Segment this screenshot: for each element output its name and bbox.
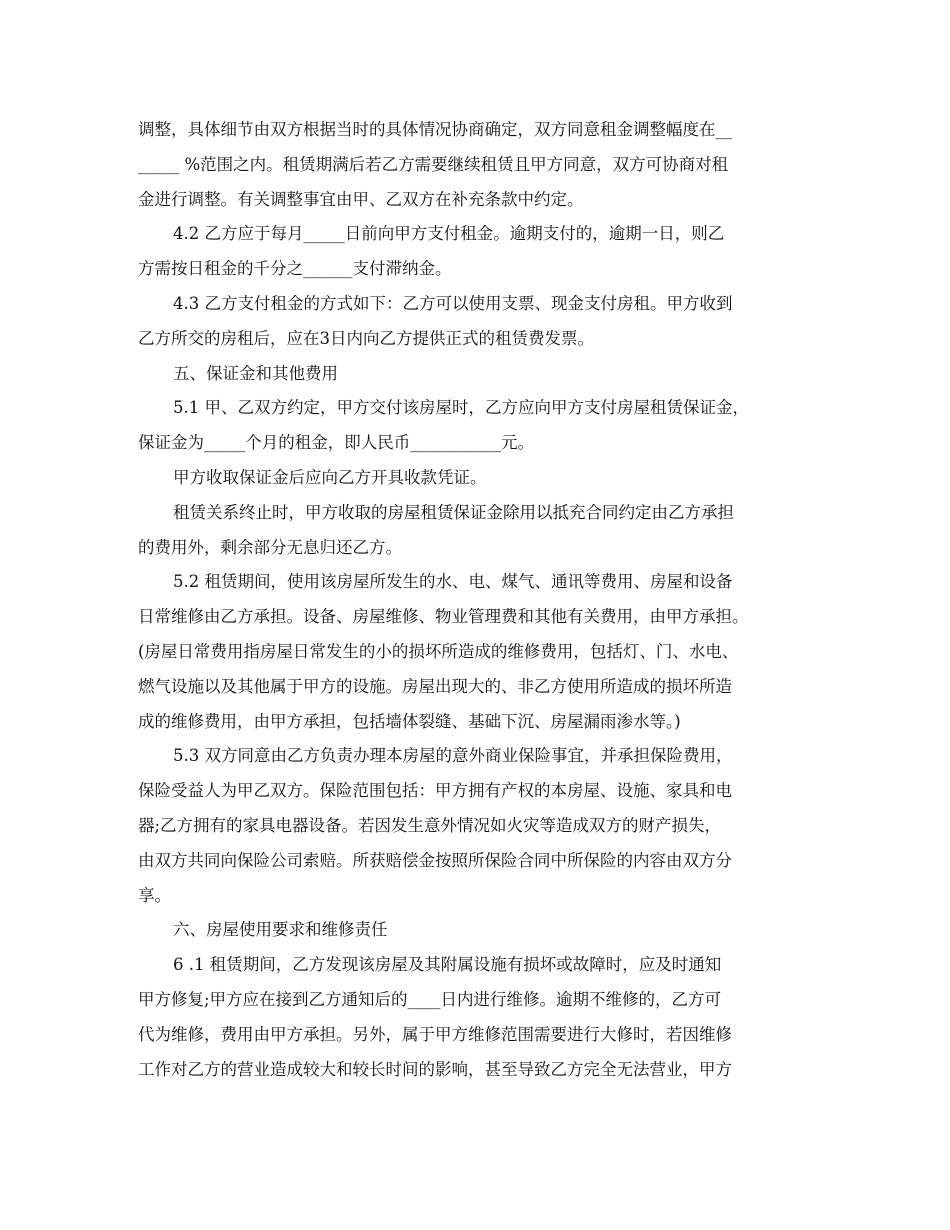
text-line: 4.3 乙方支付租金的方式如下：乙方可以使用支票、现金支付房租。甲方收到 [173,293,733,313]
text-line: 方需按日租金的千分之______支付滞纳金。 [138,259,452,279]
text-line: 器;乙方拥有的家具电器设备。若因发生意外情况如火灾等造成双方的财产损失， [138,815,722,835]
text-line: 五、保证金和其他费用 [173,363,338,383]
text-line: 的费用外，剩余部分无息归还乙方。 [138,537,402,557]
text-line: 4.2 乙方应于每月_____日前向甲方支付租金。逾期支付的，逾期一日，则乙 [173,224,725,244]
text-line: 代为维修，费用由甲方承担。另外，属于甲方维修范围需要进行大修时，若因维修 [138,1024,732,1044]
text-line: 保证金为_____个月的租金，即人民币___________元。 [138,433,534,453]
text-line: 6 .1 租赁期间，乙方发现该房屋及其附属设施有损坏或故障时，应及时通知 [173,955,722,975]
document-body [138,113,828,1087]
text-line: 享。 [138,885,171,905]
text-line: 甲方收取保证金后应向乙方开具收款凭证。 [173,467,487,487]
text-line: 5.2 租赁期间，使用该房屋所发生的水、电、煤气、通讯等费用、房屋和设备 [173,572,733,592]
text-line: 保险受益人为甲乙双方。保险范围包括：甲方拥有产权的本房屋、设施、家具和电 [138,781,732,801]
text-line: 租赁关系终止时，甲方收取的房屋租赁保证金除用以抵充合同约定由乙方承担 [173,502,734,522]
text-line: (房屋日常费用指房屋日常发生的小的损坏所造成的维修费用，包括灯、门、水电、 [138,641,739,661]
text-line: 六、房屋使用要求和维修责任 [173,920,388,940]
text-line: 乙方所交的房租后，应在3日内向乙方提供正式的租赁费发票。 [138,328,594,348]
text-line: 工作对乙方的营业造成较大和较长时间的影响，甚至导致乙方完全无法营业，甲方 [138,1059,732,1079]
text-line: 金进行调整。有关调整事宜由甲、乙双方在补充条款中约定。 [138,189,584,209]
text-line: 调整，具体细节由双方根据当时的具体情况协商确定，双方同意租金调整幅度在__ [138,120,732,139]
text-line: 5.1 甲、乙双方约定，甲方交付该房屋时，乙方应向甲方支付房屋租赁保证金， [173,398,749,418]
text-line: 日常维修由乙方承担。设备、房屋维修、物业管理费和其他有关费用，由甲方承担。 [138,607,749,627]
text-line: 甲方修复;甲方应在接到乙方通知后的____日内进行维修。逾期不维修的，乙方可 [138,989,722,1009]
text-line: 成的维修费用，由甲方承担，包括墙体裂缝、基础下沉、房屋漏雨渗水等。) [138,711,681,731]
text-line: 由双方共同向保险公司索赔。所获赔偿金按照所保险合同中所保险的内容由双方分 [138,850,732,870]
text-line: _____ %范围之内。租赁期满后若乙方需要继续租赁且甲方同意，双方可协商对租 [138,154,729,174]
text-line: 燃气设施以及其他属于甲方的设施。房屋出现大的、非乙方使用所造成的损坏所造 [138,676,732,696]
text-line: 5.3 双方同意由乙方负责办理本房屋的意外商业保险事宜，并承担保险费用， [173,746,733,766]
